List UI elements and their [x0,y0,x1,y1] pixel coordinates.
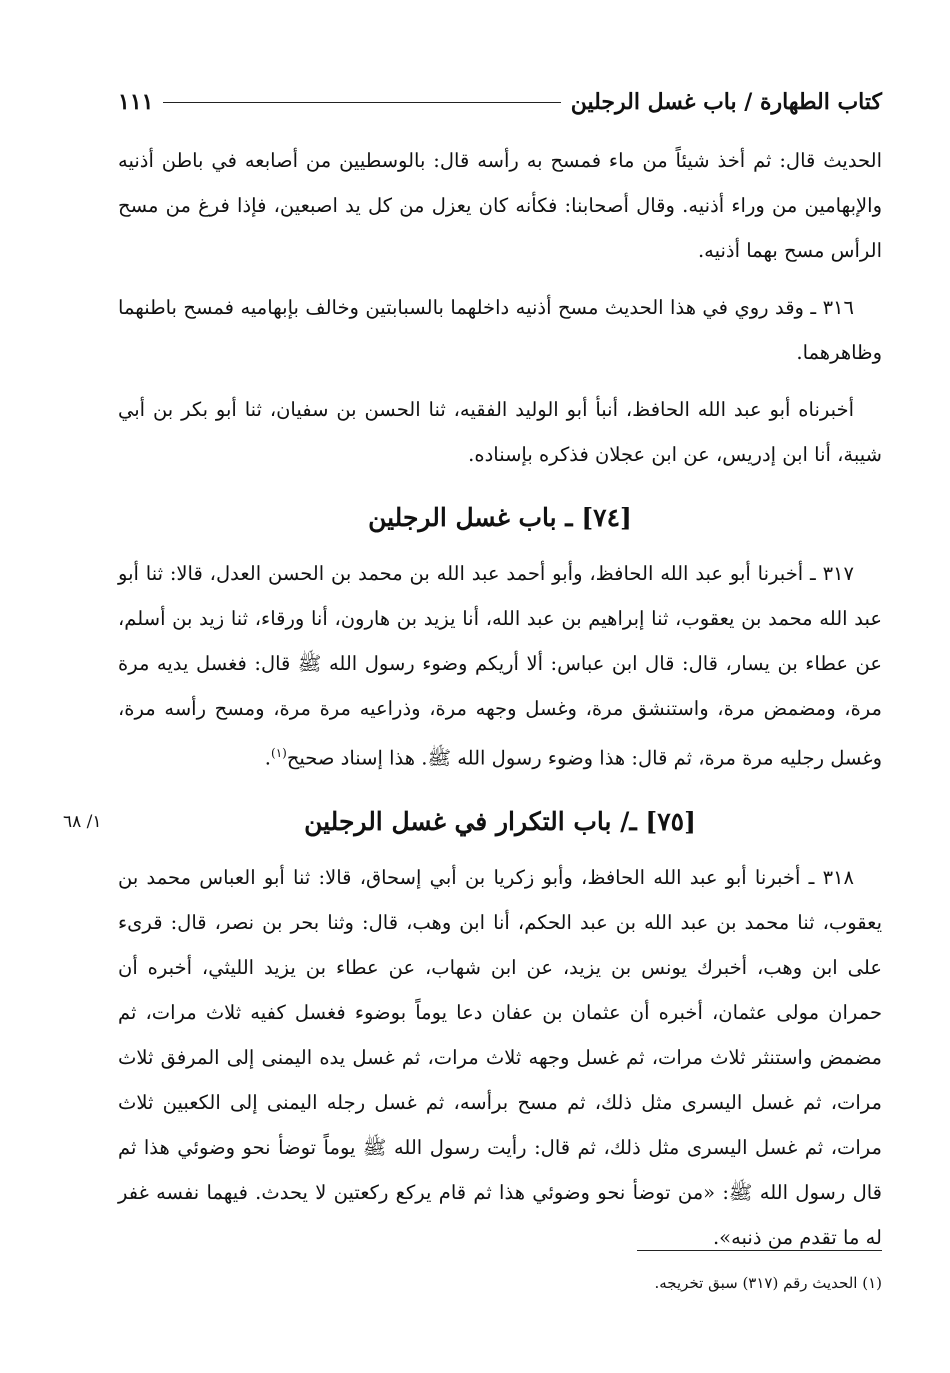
hadith-317 [118,551,882,781]
footnote: (١) الحديث رقم (٣١٧) سبق تخريجه. [654,1274,882,1292]
page-header [118,82,882,122]
running-title: كتاب الطهارة / باب غسل الرجلين [570,89,882,115]
chapter-heading-74-text: [٧٤] ـ باب غسل الرجلين [368,503,632,532]
header-rule [163,102,560,103]
manuscript-folio-note: ١/ ٦٨ [63,811,102,832]
hadith-317-end: . [264,746,271,770]
isnad-paragraph: أخبرناه أبو عبد الله الحافظ، أنبأ أبو الوليد الفقيه، ثنا الحسن بن سفيان، ثنا أبو بكر بن أبي شيبة، أنا ابن إدريس، عن ابن عجلان فذكره بإسناده. [118,398,882,466]
chapter-heading-74 [118,489,882,547]
hadith-317-text: ٣١٧ ـ أخبرنا أبو عبد الله الحافظ، وأبو أحمد عبد الله بن محمد بن الحسن العدل، قالا: ثنا أبو عبد الله محمد بن يعقوب، ثنا إبراهيم بن عبد الله، أنا يزيد بن هارون، أنا ورقاء، ثنا زيد بن أسلم، عن عطاء بن يسار، قال: قال ابن عباس: ألا أريكم وضوء رسول الله ﷺ قال: فغسل يديه مرة مرة، ومضمض مرة، واستنشق مرة، وغسل وجهه مرة، وذراعيه مرة مرة، ومسح رأسه مرة، وغسل رجليه مرة مرة، ثم قال: هذا وضوء رسول الله ﷺ. هذا إسناد صحيح [118,562,882,770]
hadith-318: ٣١٨ ـ أخبرنا أبو عبد الله الحافظ، وأبو زكريا بن أبي إسحاق، قالا: ثنا أبو العباس محمد بن يعقوب، ثنا محمد بن عبد الله بن عبد الحكم، أنا ابن وهب، قال: وثنا بحر بن نصر، قال: قرىء على ابن وهب، أخبرك يونس بن يزيد، عن ابن شهاب، عن عطاء بن يزيد الليثي، أخبره أن حمران مولى عثمان، أخبره أن عثمان بن عفان دعا يوماً بوضوء فغسل كفيه ثلاث مرات، ثم مضمض واستنثر ثلاث مرات، ثم غسل وجهه ثلاث مرات، ثم غسل يده اليمنى إلى المرفق ثلاث مرات، ثم غسل اليسرى مثل ذلك، ثم مسح برأسه، ثم غسل رجله اليمنى إلى الكعبين ثلاث مرات، ثم غسل اليسرى مثل ذلك، ثم قال: رأيت رسول الله ﷺ يوماً توضأ نحو وضوئي هذا ثم قال رسول الله ﷺ: «من توضأ نحو وضوئي هذا ثم قام يركع ركعتين لا يحدث. فيهما نفسه غفر له ما تقدم من ذنبه». [118,865,882,1249]
footnote-rule [637,1250,882,1251]
chapter-heading-75 [63,793,882,851]
page-number: ١١١ [118,89,154,115]
page-body [63,138,882,1272]
chapter-heading-75-text: [٧٥] ـ/ باب التكرار في غسل الرجلين [304,806,696,836]
hadith-316: ٣١٦ ـ وقد روي في هذا الحديث مسح أذنيه داخلهما بالسبابتين وخالف بإبهاميه فمسح باطنهما وظاهرهما. [118,296,882,364]
footnote-ref[interactable]: (١) [271,746,287,760]
paragraph-continuation: الحديث قال: ثم أخذ شيئاً من ماء فمسح به رأسه قال: بالوسطيين من أصابعه في باطن أذنيه والإبهامين من وراء أذنيه. وقال أصحابنا: فكأنه كان يعزل من كل يد اصبعين، فإذا فرغ من مسح الرأس مسح بهما أذنيه. [118,149,882,262]
